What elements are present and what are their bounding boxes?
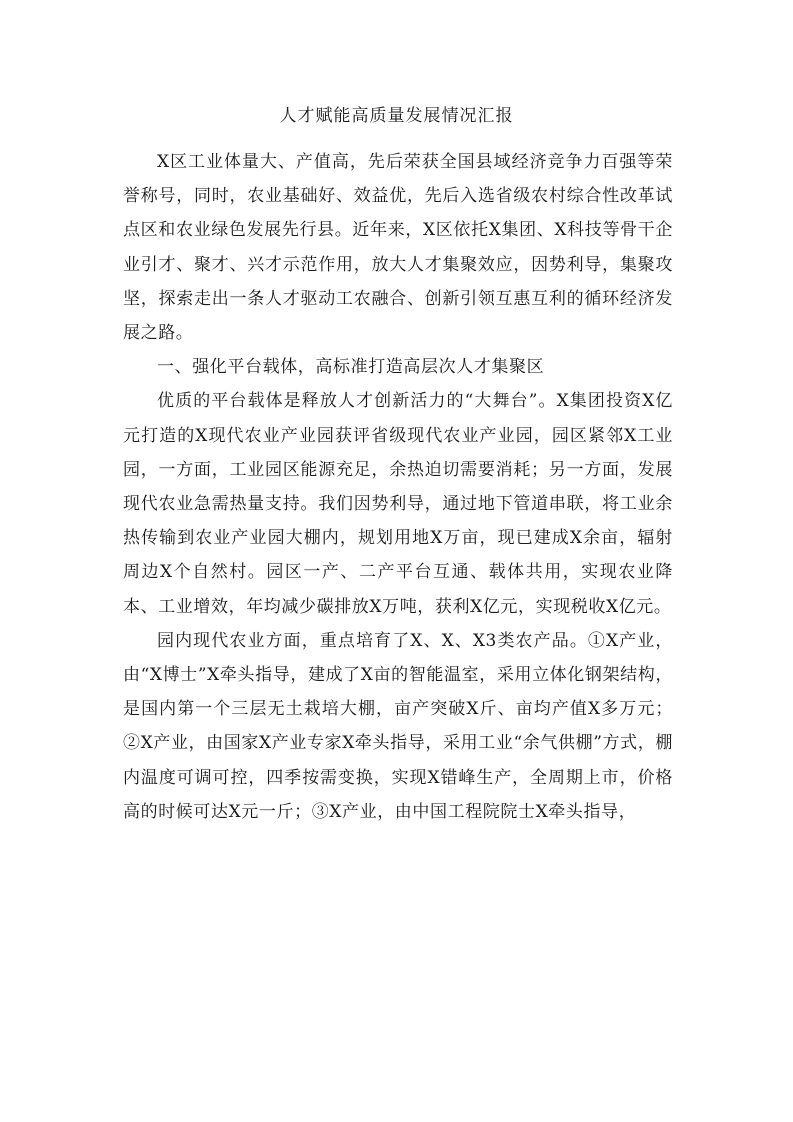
document-title: 人才赋能高质量发展情况汇报 xyxy=(279,106,514,126)
platform-paragraph: 优质的平台载体是释放人才创新活力的“大舞台”。X集团投资X亿元打造的X现代农业产业园获评省级现代农业产业园，园区紧邻X工业园，一方面，工业园区能源充足，余热迫切需要消耗；另一方面，发展现代农业急需热量支持。我们因势利导，通过地下管道串联，将工业余热传输到农业产业园大棚内，规划用地X万亩，现已建成X余亩，辐射周边X个自然村。园区一产、二产平台互通、载体共用，实现农业降本、工业增效，年均减少碳排放X万吨，获利X亿元，实现税收X亿元。 xyxy=(123,391,673,617)
section-heading: 一、强化平台载体，高标准打造高层次人才集聚区 xyxy=(157,357,545,378)
document-body xyxy=(123,145,673,829)
intro-paragraph: X区工业体量大、产值高，先后荣获全国县域经济竞争力百强等荣誉称号，同时，农业基础好、效益优，先后入选省级农村综合性改革试点区和农业绿色发展先行县。近年来，X区依托X集团、X科技等骨干企业引才、聚才、兴才示范作用，放大人才集聚效应，因势利导，集聚攻坚，探索走出一条人才驱动工农融合、创新引领互惠互利的循环经济发展之路。 xyxy=(123,152,673,344)
agriculture-paragraph: 园内现代农业方面，重点培育了X、X、X3类农产品。①X产业，由“X博士”X牵头指导，建成了X亩的智能温室，采用立体化钢架结构，是国内第一个三层无土栽培大棚，亩产突破X斤、亩均产值X多万元；②X产业，由国家X产业专家X牵头指导，采用工业“余气供棚”方式，棚内温度可调可控，四季按需变换，实现X错峰生产，全周期上市，价格高的时候可达X元一斤；③X产业，由中国工程院院士X牵头指导， xyxy=(123,630,673,822)
